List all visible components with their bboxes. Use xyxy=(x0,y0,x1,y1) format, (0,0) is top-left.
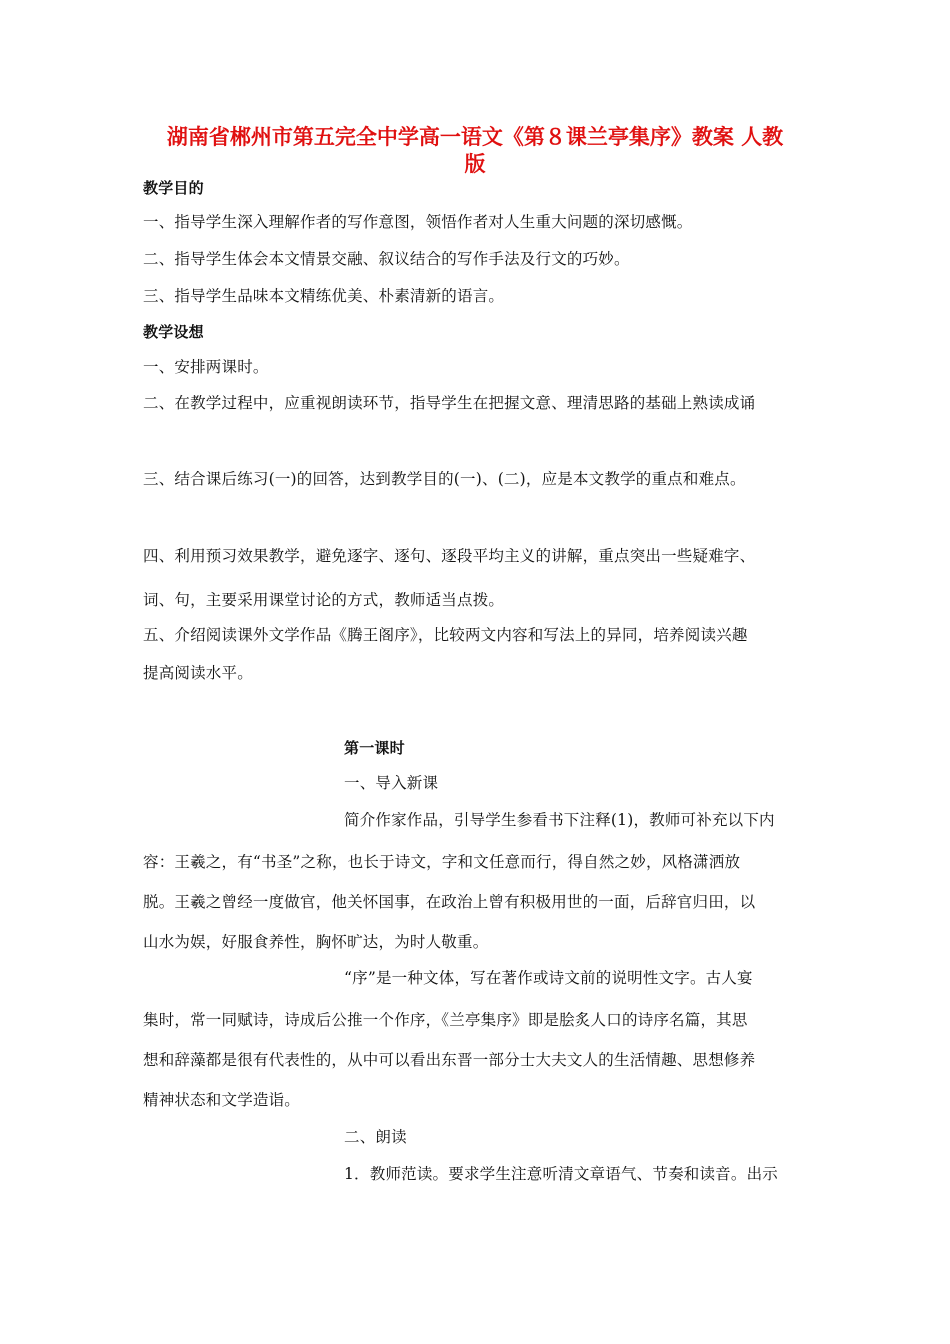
preface-paragraph-line: 集时，常一同赋诗，诗成后公推一个作序，《兰亭集序》即是脍炙人口的诗序名篇，其思 xyxy=(143,1011,748,1029)
idea-item: 三、结合课后练习(一)的回答，达到教学目的(一)、(二)，应是本文教学的重点和难点。 xyxy=(143,470,746,488)
document-title-line-2: 版 xyxy=(464,152,486,176)
idea-item: 二、在教学过程中，应重视朗读环节，指导学生在把握文意、理清思路的基础上熟读成诵 xyxy=(143,394,756,412)
goal-item: 二、指导学生体会本文情景交融、叙议结合的写作手法及行文的巧妙。 xyxy=(143,250,630,268)
idea-item: 一、安排两课时。 xyxy=(143,358,269,376)
reading-paragraph-line: 1．教师范读。要求学生注意听清文章语气、节奏和读音。出示 xyxy=(344,1165,778,1183)
reading-heading: 二、朗读 xyxy=(344,1128,407,1146)
lesson1-heading: 第一课时 xyxy=(344,739,405,757)
intro-paragraph-line: 山水为娱，好服食养性，胸怀旷达，为时人敬重。 xyxy=(143,933,489,951)
intro-paragraph-line: 脱。王羲之曾经一度做官，他关怀国事，在政治上曾有积极用世的一面，后辞官归田，以 xyxy=(143,893,756,911)
idea-item: 提高阅读水平。 xyxy=(143,664,253,682)
intro-paragraph-line: 简介作家作品，引导学生参看书下注释(1)，教师可补充以下内 xyxy=(344,811,775,829)
intro-paragraph-line: 容：王羲之，有“书圣”之称，也长于诗文，字和文任意而行，得自然之妙，风格潇洒放 xyxy=(143,853,741,871)
document-title-line-1: 湖南省郴州市第五完全中学高一语文《第８课兰亭集序》教案 人教 xyxy=(166,125,784,149)
goals-heading: 教学目的 xyxy=(143,179,204,197)
ideas-heading: 教学设想 xyxy=(143,323,204,341)
idea-item: 四、利用预习效果教学，避免逐字、逐句、逐段平均主义的讲解，重点突出一些疑难字、 xyxy=(143,547,756,565)
preface-paragraph-line: “序”是一种文体，写在著作或诗文前的说明性文字。古人宴 xyxy=(344,969,753,987)
goal-item: 一、指导学生深入理解作者的写作意图，领悟作者对人生重大问题的深切感慨。 xyxy=(143,213,693,231)
idea-item: 五、介绍阅读课外文学作品《腾王阁序》，比较两文内容和写法上的异同，培养阅读兴趣 xyxy=(143,626,748,644)
intro-heading: 一、导入新课 xyxy=(344,774,439,792)
preface-paragraph-line: 精神状态和文学造诣。 xyxy=(143,1091,301,1109)
preface-paragraph-line: 想和辞藻都是很有代表性的，从中可以看出东晋一部分士大夫文人的生活情趣、思想修养 xyxy=(143,1051,756,1069)
goal-item: 三、指导学生品味本文精练优美、朴素清新的语言。 xyxy=(143,287,505,305)
idea-item: 词、句，主要采用课堂讨论的方式，教师适当点拨。 xyxy=(143,591,505,609)
